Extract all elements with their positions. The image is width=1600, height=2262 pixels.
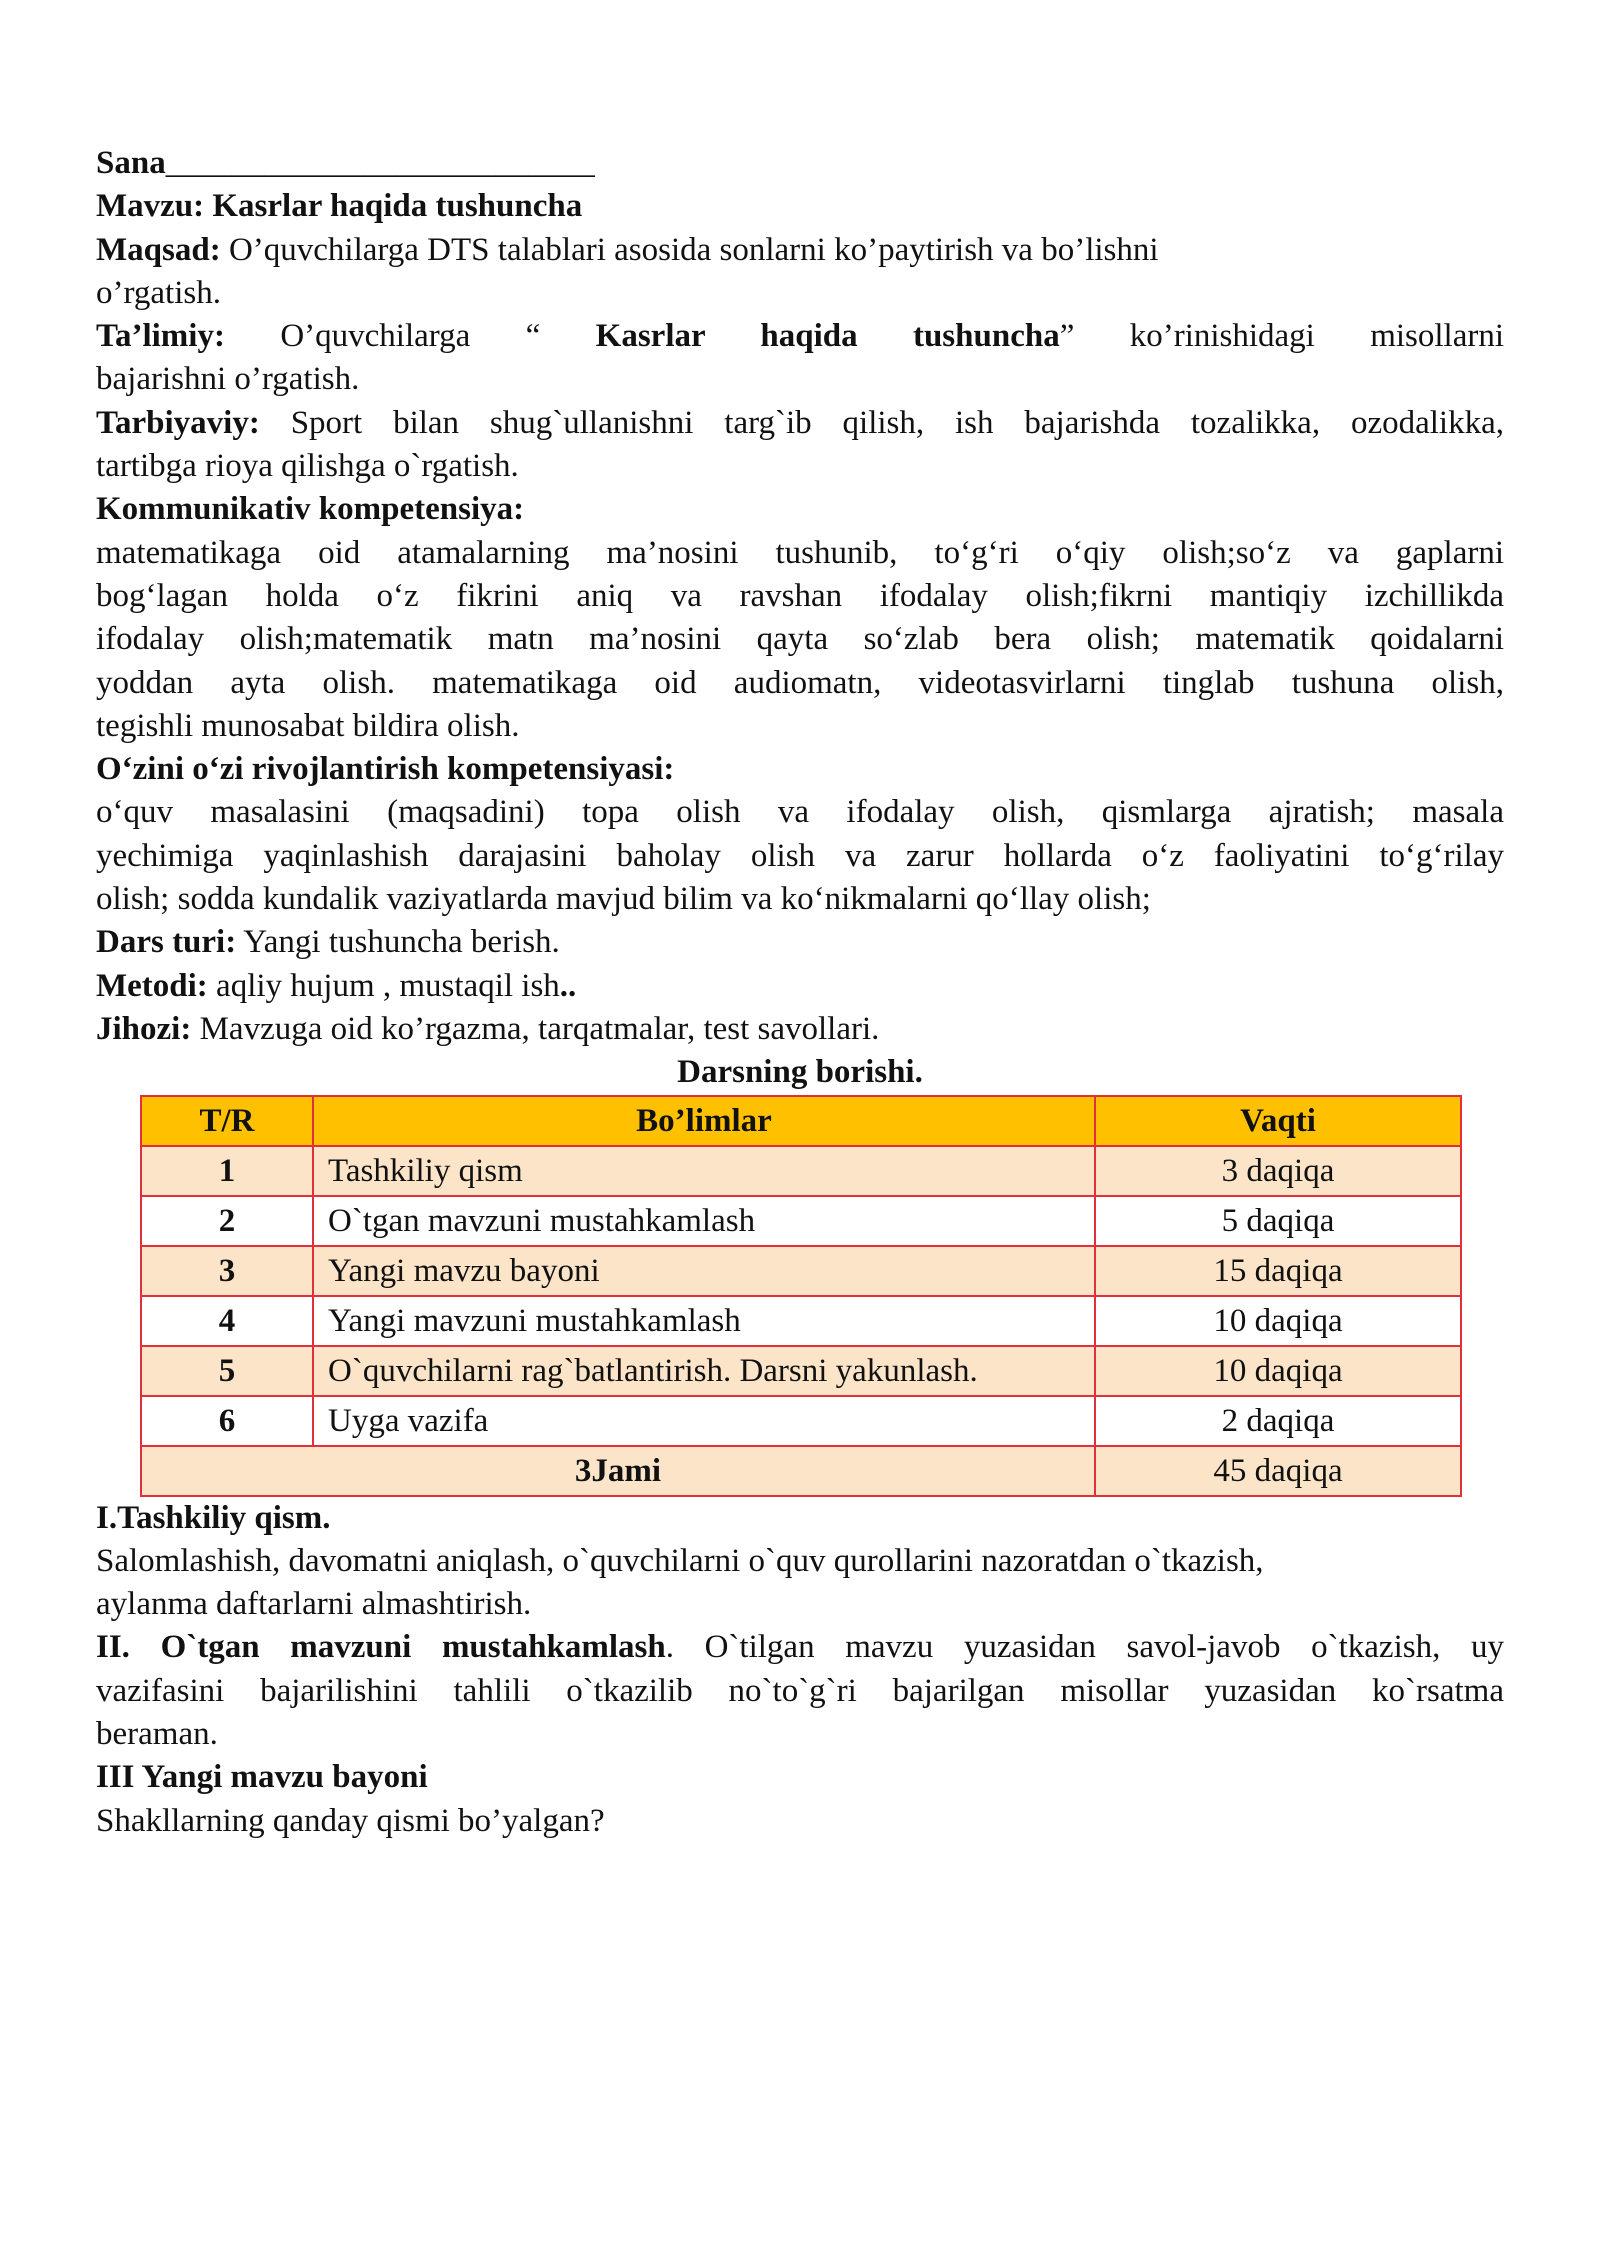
communicative-line: matematikaga oid atamalarning ma’nosini tushunib, to‘g‘ri o‘qiy olish;so‘z va gaplarni: [96, 534, 1504, 571]
row-number: 6: [141, 1396, 313, 1446]
header-cell-sections: Bo’limlar: [313, 1096, 1095, 1146]
self-development-heading: [96, 748, 1504, 791]
header-cell-number: T/R: [141, 1096, 313, 1146]
section-1-line-1: Salomlashish, davomatni aniqlash, o`quvchilarni o`quv qurollarini nazoratdan o`tkazish,: [96, 1542, 1264, 1579]
row-time: 5 daqiqa: [1095, 1196, 1461, 1246]
communicative-line: yoddan ayta olish. matematikaga oid audiomatn, videotasvirlarni tinglab tushuna olish,: [96, 664, 1504, 701]
row-section: O`tgan mavzuni mustahkamlash: [313, 1196, 1095, 1246]
goal-line-1: [96, 229, 1504, 272]
communicative-heading: [96, 488, 1504, 531]
self-development-line: yechimiga yaqinlashish darajasini baholay olish va zarur hollarda o‘z faoliyatini to‘g‘rilay: [96, 837, 1504, 874]
lesson-progress-table: [140, 1095, 1462, 1497]
section-2-heading: II. O`tgan mavzuni mustahkamlash: [96, 1629, 666, 1666]
row-time: 10 daqiqa: [1095, 1296, 1461, 1346]
educational-bold: Kasrlar haqida tushuncha: [595, 318, 1060, 355]
section-2-text-1: . O`tilgan mavzu yuzasidan savol-javob o`tkazish, uy: [665, 1629, 1504, 1666]
upbringing-line-1: [96, 402, 1504, 445]
row-time: 10 daqiqa: [1095, 1346, 1461, 1396]
self-development-heading-text: O‘zini o‘zi rivojlantirish kompetensiyasi:: [96, 751, 675, 788]
section-2-line-3: beraman.: [96, 1716, 218, 1753]
row-section: Yangi mavzuni mustahkamlash: [313, 1296, 1095, 1346]
educational-pre: O’quvchilarga “: [280, 318, 596, 355]
communicative-line: bog‘lagan holda o‘z fikrini aniq va ravshan ifodalay olish;fikrni mantiqiy izchillikda: [96, 577, 1504, 614]
table-row: [141, 1346, 1461, 1396]
date-line: [96, 142, 1504, 185]
table-row: [141, 1146, 1461, 1196]
section-1-heading-text: I.Tashkiliy qism.: [96, 1499, 331, 1536]
row-section: Yangi mavzu bayoni: [313, 1246, 1095, 1296]
lesson-type-value: Yangi tushuncha berish.: [243, 924, 560, 961]
communicative-line: ifodalay olish;matematik matn ma’nosini qayta so‘zlab bera olish; matematik qoidalarni: [96, 621, 1504, 658]
lesson-plan: [96, 142, 1504, 1843]
row-number: 5: [141, 1346, 313, 1396]
goal-line-2: o’rgatish.: [96, 274, 221, 311]
row-section: Uyga vazifa: [313, 1396, 1095, 1446]
table-total-row: [141, 1446, 1461, 1496]
table-title-text: Darsning borishi.: [677, 1054, 923, 1091]
row-section: O`quvchilarni rag`batlantirish. Darsni yakunlash.: [313, 1346, 1095, 1396]
method-dots: ..: [559, 967, 577, 1004]
row-number: 3: [141, 1246, 313, 1296]
communicative-heading-text: Kommunikativ kompetensiya:: [96, 491, 525, 528]
goal-text-1: O’quvchilarga DTS talablari asosida sonlarni ko’paytirish va bo’lishni: [228, 231, 1159, 268]
header-cell-time: Vaqti: [1095, 1096, 1461, 1146]
section-1-heading: [96, 1497, 1504, 1540]
section-1-line-2: aylanma daftarlarni almashtirish.: [96, 1586, 532, 1623]
upbringing-text-1: Sport bilan shug`ullanishni targ`ib qilish, ish bajarishda tozalikka, ozodalikka,: [290, 404, 1504, 441]
section-3-line-1: Shakllarning qanday qismi bo’yalgan?: [96, 1802, 605, 1839]
lesson-type-label: Dars turi:: [96, 924, 237, 961]
table-row: [141, 1196, 1461, 1246]
topic-line: [96, 185, 1504, 228]
row-time: 2 daqiqa: [1095, 1396, 1461, 1446]
topic-label: Mavzu:: [96, 188, 205, 225]
educational-line-2: bajarishni o’rgatish.: [96, 361, 360, 398]
equipment-value: Mavzuga oid ko’rgazma, tarqatmalar, test savollari.: [199, 1010, 880, 1047]
upbringing-line-2: tartibga rioya qilishga o`rgatish.: [96, 448, 519, 485]
total-label: 3Jami: [141, 1446, 1095, 1496]
table-title: [96, 1051, 1504, 1094]
section-2-line-2: vazifasini bajarilishini tahlili o`tkazilib no`to`g`ri bajarilgan misollar yuzasidan ko`rsatma: [96, 1672, 1504, 1709]
self-development-line: olish; sodda kundalik vaziyatlarda mavjud bilim va ko‘nikmalarni qo‘llay olish;: [96, 881, 1151, 918]
communicative-line: tegishli munosabat bildira olish.: [96, 707, 520, 744]
equipment-line: [96, 1008, 1504, 1051]
table-row: [141, 1296, 1461, 1346]
row-time: 3 daqiqa: [1095, 1146, 1461, 1196]
table-header-row: [141, 1096, 1461, 1146]
educational-line-1: [96, 315, 1504, 358]
method-line: [96, 965, 1504, 1008]
row-section: Tashkiliy qism: [313, 1146, 1095, 1196]
table-row: [141, 1246, 1461, 1296]
educational-label: Ta’limiy:: [96, 318, 225, 355]
row-number: 2: [141, 1196, 313, 1246]
topic-value: Kasrlar haqida tushuncha: [212, 188, 583, 225]
section-2-line-1: [96, 1626, 1504, 1669]
table-row: [141, 1396, 1461, 1446]
method-label: Metodi:: [96, 967, 208, 1004]
equipment-label: Jihozi:: [96, 1010, 192, 1047]
date-blank: __________________________: [165, 145, 595, 181]
row-number: 1: [141, 1146, 313, 1196]
date-label: Sana: [96, 145, 166, 181]
total-time: 45 daqiqa: [1095, 1446, 1461, 1496]
row-time: 15 daqiqa: [1095, 1246, 1461, 1296]
goal-label: Maqsad:: [96, 231, 221, 268]
upbringing-label: Tarbiyaviy:: [96, 404, 260, 441]
lesson-type-line: [96, 921, 1504, 964]
section-3-heading-text: III Yangi mavzu bayoni: [96, 1759, 428, 1796]
educational-post: ” ko’rinishidagi misollarni: [1059, 318, 1505, 355]
self-development-line: o‘quv masalasini (maqsadini) topa olish va ifodalay olish, qismlarga ajratish; masala: [96, 794, 1504, 831]
section-3-heading: [96, 1756, 1504, 1799]
method-value: aqliy hujum , mustaqil ish: [207, 967, 560, 1004]
row-number: 4: [141, 1296, 313, 1346]
